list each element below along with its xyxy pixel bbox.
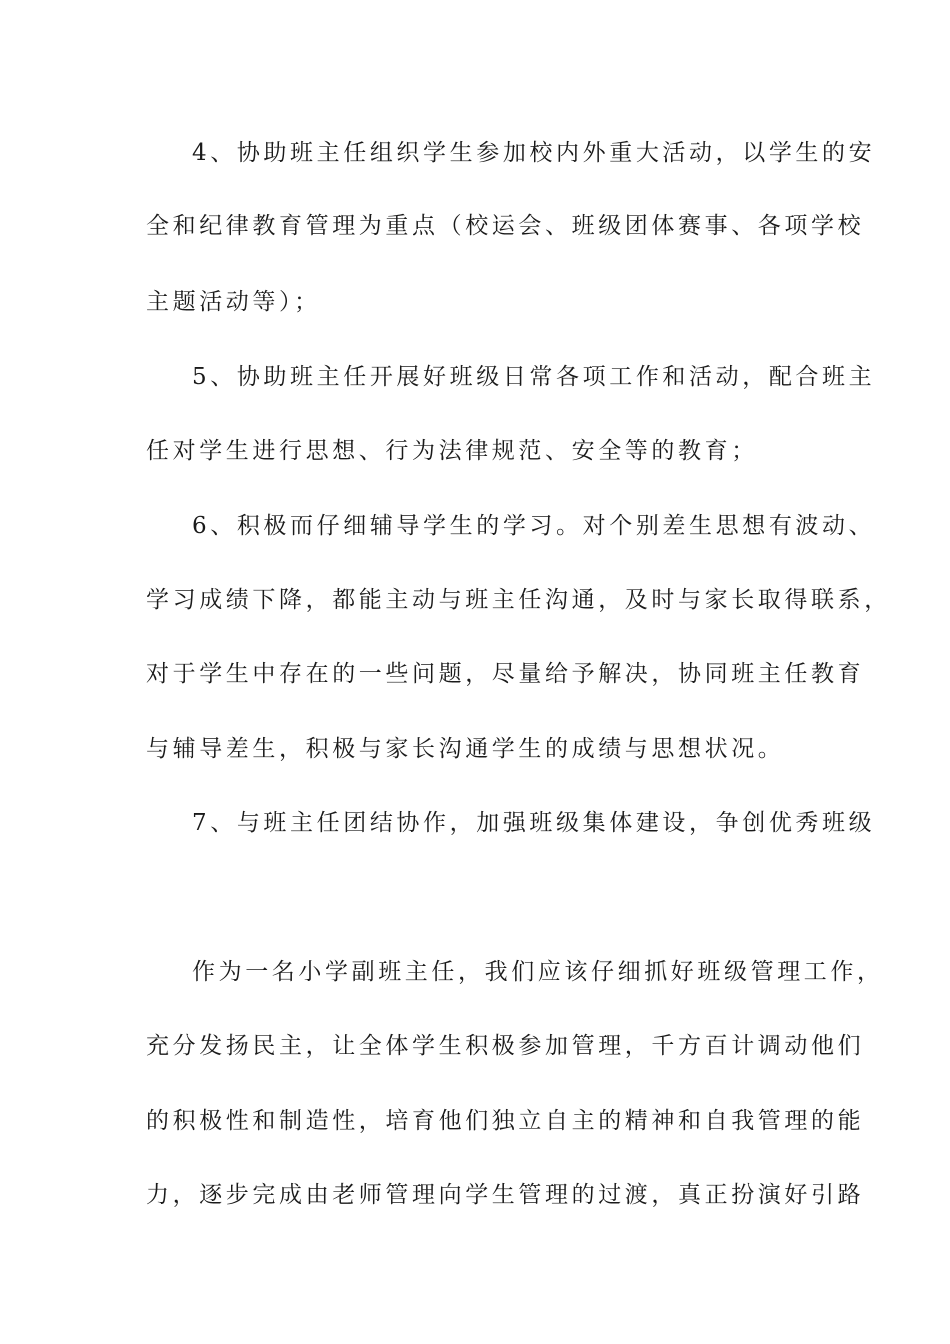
text-line: 对于学生中存在的一些问题，尽量给予解决，协同班主任教育 <box>146 661 865 687</box>
text-line: 充分发扬民主，让全体学生积极参加管理，千方百计调动他们 <box>146 1033 865 1059</box>
text-line: 任对学生进行思想、行为法律规范、安全等的教育； <box>146 438 758 464</box>
text-line: 与辅导差生，积极与家长沟通学生的成绩与思想状况。 <box>146 736 785 762</box>
text-line-item-5-start: 5、协助班主任开展好班级日常各项工作和活动，配合班主 <box>192 364 876 390</box>
text-line-item-7: 7、与班主任团结协作，加强班级集体建设，争创优秀班级 <box>192 810 876 836</box>
text-line: 的积极性和制造性，培育他们独立自主的精神和自我管理的能 <box>146 1108 865 1134</box>
text-line: 全和纪律教育管理为重点（校运会、班级团体赛事、各项学校 <box>146 213 865 239</box>
text-line-paragraph-start: 作为一名小学副班主任，我们应该仔细抓好班级管理工作， <box>192 959 884 985</box>
text-line-item-4-start: 4、协助班主任组织学生参加校内外重大活动，以学生的安 <box>192 140 876 166</box>
text-line: 主题活动等）； <box>146 289 321 315</box>
text-line: 学习成绩下降，都能主动与班主任沟通，及时与家长取得联系， <box>146 587 891 613</box>
text-line: 力，逐步完成由老师管理向学生管理的过渡，真正扮演好引路 <box>146 1182 865 1208</box>
text-line-item-6-start: 6、积极而仔细辅导学生的学习。对个别差生思想有波动、 <box>192 513 876 539</box>
